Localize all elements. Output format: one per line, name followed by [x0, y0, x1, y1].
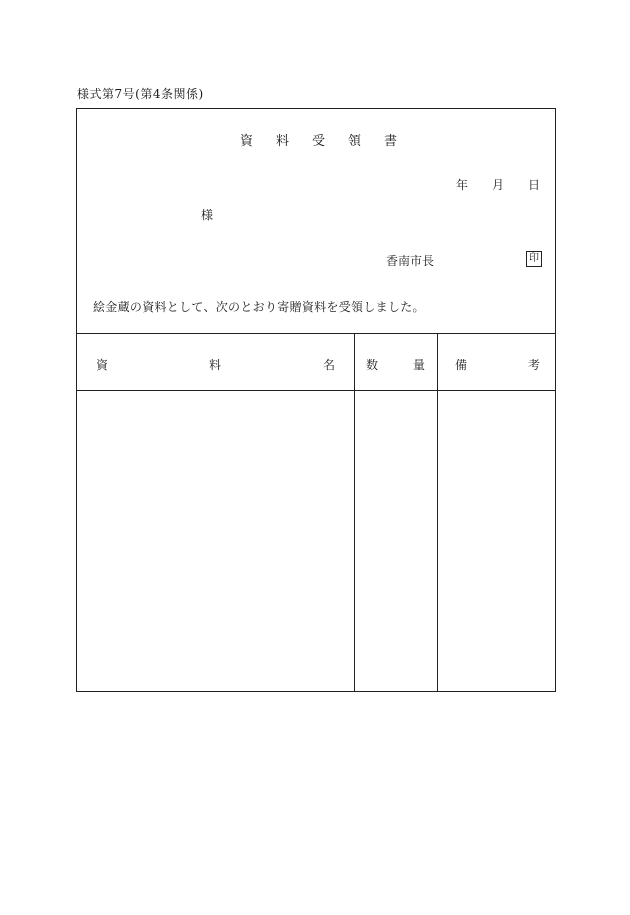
header-name-char-2: 料 [209, 358, 222, 372]
date-year: 年 [456, 178, 469, 192]
header-remarks-char-2: 考 [528, 358, 541, 372]
date-line [456, 176, 564, 193]
addressee-suffix: 様 [201, 208, 214, 222]
title-char: 資 [240, 134, 254, 149]
header-name-char-3: 名 [323, 358, 336, 372]
header-name-char-1: 資 [96, 358, 109, 372]
title-char: 領 [348, 134, 362, 149]
title-char: 書 [384, 134, 398, 149]
date-day: 日 [528, 178, 541, 192]
title-char: 受 [312, 134, 326, 149]
table-top-border [76, 333, 556, 334]
column-divider-remarks [437, 333, 438, 691]
form-box [76, 108, 556, 692]
title-char: 料 [276, 134, 290, 149]
seal-mark: 印 [526, 251, 542, 267]
header-remarks-char-1: 備 [455, 358, 468, 372]
table-header-bottom-border [76, 390, 556, 391]
header-quantity-char-1: 数 [366, 358, 379, 372]
receipt-statement: 絵金蔵の資料として、次のとおり寄贈資料を受領しました。 [93, 300, 425, 314]
form-number-label: 様式第7号(第4条関係) [77, 87, 204, 101]
date-month: 月 [492, 178, 505, 192]
header-quantity-char-2: 量 [413, 358, 426, 372]
column-divider-quantity [354, 333, 355, 691]
document-title [240, 130, 420, 149]
issuer-name: 香南市長 [386, 254, 435, 268]
